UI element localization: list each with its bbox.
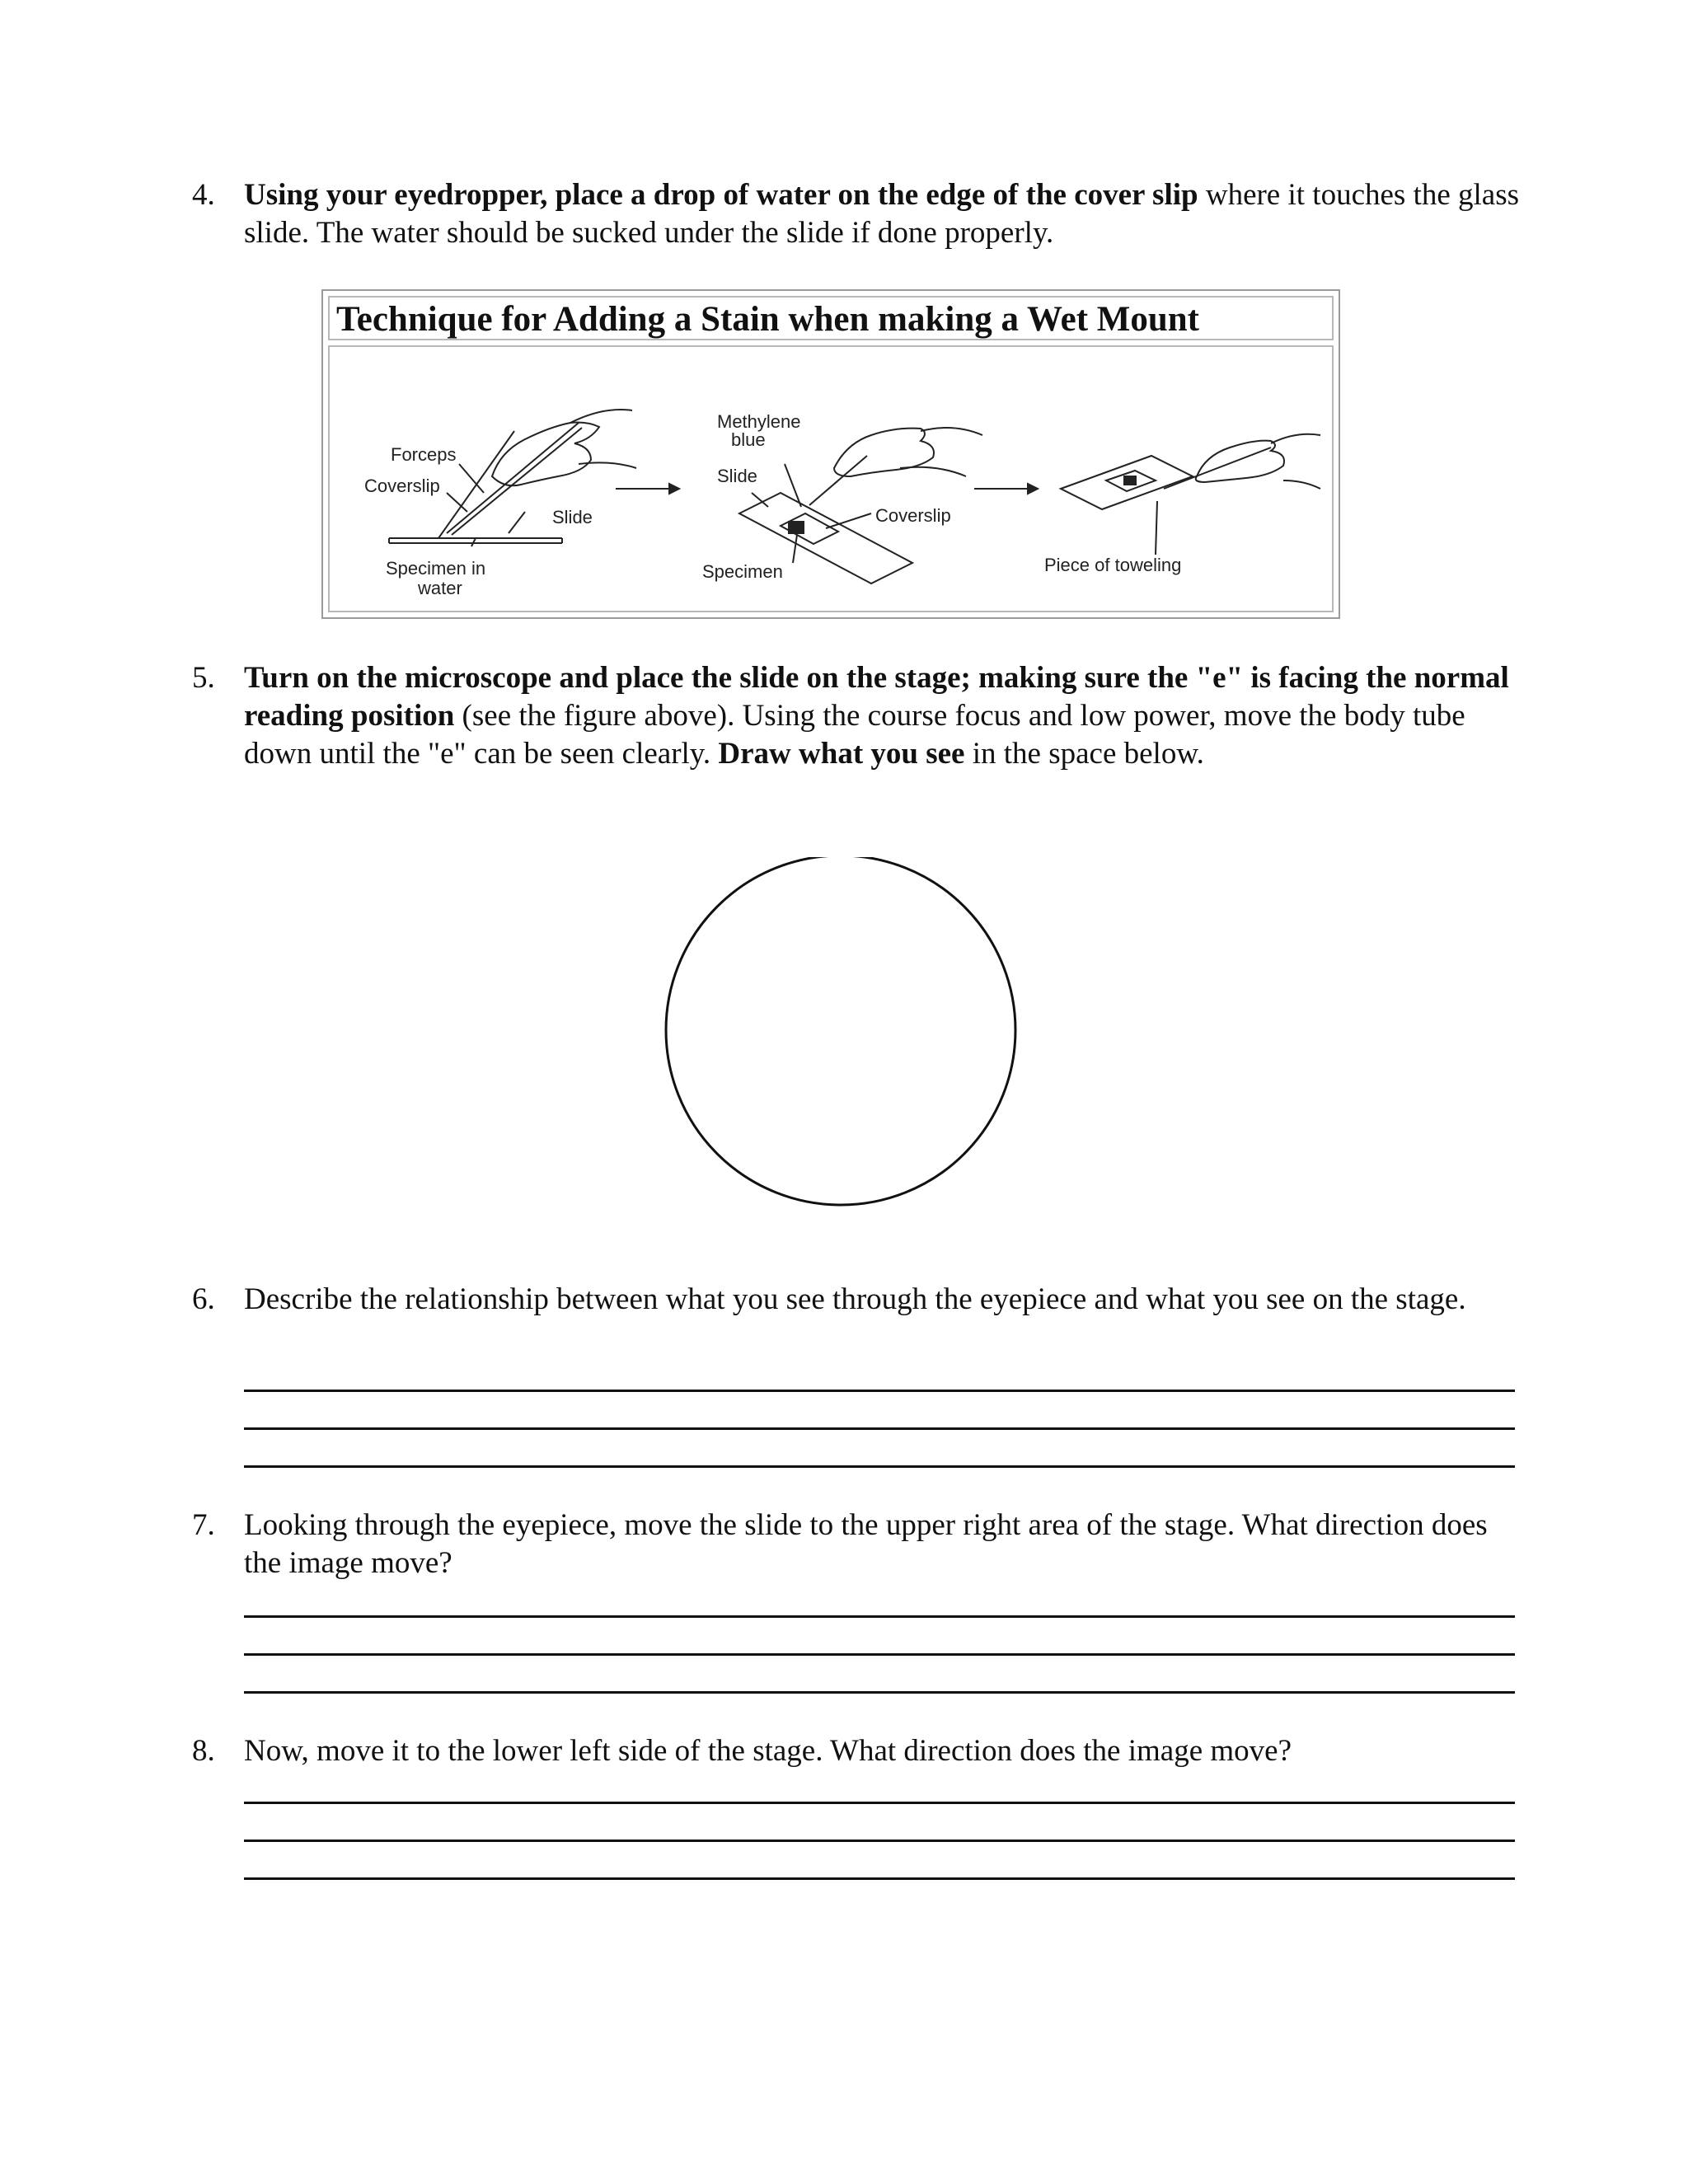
answer-line[interactable] [244,1691,1515,1694]
item-number: 6. [192,1282,215,1316]
hand-shape [492,423,599,486]
drawing-circle[interactable] [659,857,1022,1220]
text-segment: Now, move it to the lower left side of the stage. What direction does the image move? [244,1734,1292,1768]
label-water: water [418,578,462,598]
label-slide: Slide [552,507,593,527]
label-blue: blue [731,429,766,450]
label-specimen: Specimen [702,561,783,582]
dropper-shape [809,456,867,505]
text-segment: Draw what you see [718,737,965,771]
item-number: 5. [192,661,215,695]
item-text [244,1281,1519,1319]
label-forceps: Forceps [391,444,457,465]
text-segment: (see the figure above). Using the course focus and low power, move the body tube down until the "e" can be seen clearly. [244,699,1465,771]
answer-line[interactable] [244,1427,1515,1430]
panel-toweling [1061,434,1320,555]
item-number: 8. [192,1734,215,1768]
specimen-shape [789,522,804,533]
text-segment: where it touches the glass slide. The water should be sucked under the slide if done properly. [244,178,1520,250]
label-coverslip-mid: Coverslip [875,505,951,526]
question-7 [192,1507,1519,1582]
item-number: 4. [192,178,215,212]
answer-line[interactable] [244,1390,1515,1392]
label-specimen-in: Specimen in [386,558,486,579]
figure-illustration [323,291,1342,621]
item-text [244,1732,1519,1770]
question-8 [192,1732,1519,1770]
item-text [244,1507,1519,1582]
label-toweling: Piece of toweling [1044,555,1182,575]
specimen-shape [1124,476,1136,485]
text-segment: Turn on the microscope and place the slide on the stage; making sure the "e" is facing the normal reading position [244,661,1509,733]
hand-shape [1196,441,1284,482]
label-methylene: Methylene [717,411,801,432]
label-coverslip: Coverslip [364,476,440,496]
item-text [244,176,1519,252]
text-segment: in the space below. [964,737,1204,771]
answer-line[interactable] [244,1653,1515,1656]
answer-line[interactable] [244,1802,1515,1804]
item-number: 7. [192,1508,215,1542]
answer-line[interactable] [244,1615,1515,1618]
wet-mount-figure [321,289,1340,619]
answer-line[interactable] [244,1877,1515,1880]
text-segment: Describe the relationship between what you see through the eyepiece and what you see on the stage. [244,1282,1466,1316]
question-6 [192,1281,1519,1319]
label-slide-mid: Slide [717,466,757,486]
text-segment: Looking through the eyepiece, move the slide to the upper right area of the stage. What direction does the image move? [244,1508,1488,1580]
text-segment: Using your eyedropper, place a drop of water on the edge of the cover slip [244,178,1198,212]
instruction-5 [192,659,1519,773]
instruction-4 [192,176,1519,252]
answer-line[interactable] [244,1840,1515,1842]
item-text [244,659,1519,773]
hand-shape [834,429,934,476]
answer-line[interactable] [244,1465,1515,1468]
figure-title: Technique for Adding a Stain when making a Wet Mount [336,300,1199,339]
